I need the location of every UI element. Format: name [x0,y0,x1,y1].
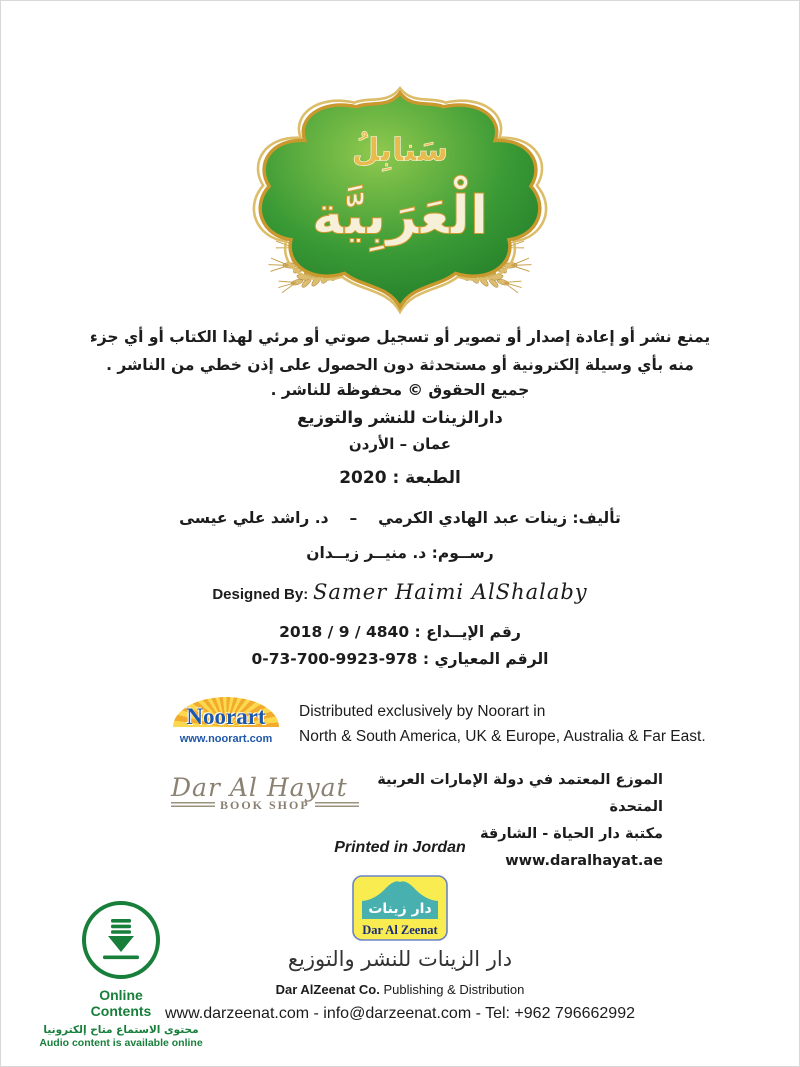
download-icon [82,901,160,979]
online-contents-label [37,987,205,1019]
noorart-line2: North & South America, UK & Europe, Australia & Far East. [299,728,706,745]
illustrator: رســوم: د. منيــر زيــدان [306,544,494,562]
dar-al-hayat-name: Dar Al Hayat [171,773,348,802]
dar-al-hayat-logo [171,767,371,813]
designed-by-label: Designed By: [212,586,309,603]
designed-by-row [1,580,799,604]
noorart-section [169,697,706,749]
authors: تأليف: زينات عبد الهادي الكرمي – د. راشد علي عيسى [179,509,621,527]
printed-in: Printed in Jordan [334,839,466,856]
isbn: الرقم المعياري : 978-9923-700-73-0 [251,650,549,668]
noorart-url: www.noorart.com [179,733,273,745]
contact-line: www.darzeenat.com - info@darzeenat.com - Tel: +962 796662992 [165,1005,635,1022]
logo-title-line2: الْعَرَبِيَّة [311,183,489,247]
online-label-line2: Contents [90,1003,152,1019]
publisher-location: عمان – الأردن [348,435,452,453]
book-shop-label: BOOK SHOP [220,798,310,812]
uae-distributor-line1: الموزع المعتمد في دولة الإمارات العربية المتحدة [377,772,663,815]
deposit-number: رقم الإيــداع : 4840 / 9 / 2018 [279,623,521,641]
uae-distributor-text [371,767,663,875]
zeenat-name-en-bold: Dar AlZeenat Co. [275,982,380,997]
sanabel-logo [210,83,590,325]
ornament-lines-icon [171,802,215,809]
noorart-brand-name: Noorart [186,704,266,729]
rights-reserved: جميع الحقوق © محفوظة للناشر . [270,381,530,399]
edition: الطبعة : 2020 [339,468,461,488]
noorart-logo [169,697,283,745]
zeenat-name-ar: دار الزينات للنشر والتوزيع [287,947,513,971]
ornament-lines-icon [315,802,359,809]
sanabel-badge-icon [210,83,590,321]
logo-title-line1: سَنابِلُ [351,132,449,169]
uae-distributor-line2: مكتبة دار الحياة - الشارقة www.daralhayat.ae [479,826,663,869]
noorart-distribution-text [299,697,706,749]
online-contents-badge [37,901,205,1049]
dar-al-hayat-section [171,767,663,875]
zeenat-name-en-rest: Publishing & Distribution [379,982,525,997]
copyright-line2: منه بأي وسيلة إلكترونية أو مستحدثة دون الحصول على إذن خطي من الناشر . [106,356,694,374]
online-contents-ar: محتوى الاستماع متاح إلكترونيا [43,1024,199,1036]
publisher-name: دارالزينات للنشر والتوزيع [297,408,503,427]
noorart-line1: Distributed exclusively by Noorart in [299,703,546,720]
zeenat-calligraphy: دار زينات [368,901,432,917]
designer-name: Samer Haimi AlShalaby [312,580,588,604]
dar-al-zeenat-logo [352,875,448,945]
copyright-line1: يمنع نشر أو إعادة إصدار أو تصوير أو تسجيل صوتي أو مرئي لهذا الكتاب أو أي جزء [89,328,711,346]
dar-al-zeenat-house-icon [352,875,448,941]
online-label-line1: Online [99,987,143,1003]
zeenat-logo-label: Dar Al Zeenat [362,923,438,937]
online-contents-en: Audio content is available online [39,1037,203,1049]
